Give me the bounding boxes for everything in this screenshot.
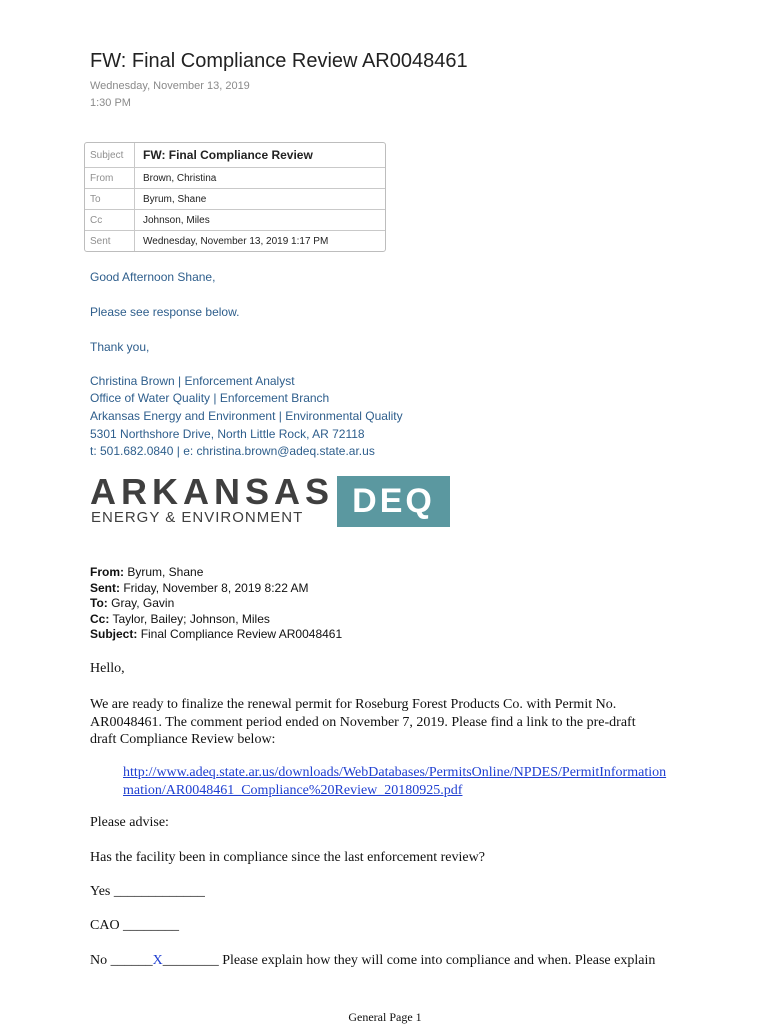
header-row-to bbox=[85, 188, 385, 209]
header-value: Wednesday, November 13, 2019 1:17 PM bbox=[143, 235, 329, 247]
fwd-subject-value: Final Compliance Review AR0048461 bbox=[140, 627, 343, 641]
signature-line: 5301 Northshore Drive, North Little Rock, AR 72118 bbox=[90, 427, 365, 441]
message-hello: Hello, bbox=[90, 661, 125, 676]
fwd-cc bbox=[90, 612, 342, 628]
fwd-cc-value: Taylor, Bailey; Johnson, Miles bbox=[112, 611, 270, 626]
answer-no-suffix: ________ Please explain how they will come into compliance and when. Please explain bbox=[162, 953, 656, 968]
header-row-from bbox=[85, 167, 385, 188]
answer-yes: Yes _____________ bbox=[90, 884, 205, 899]
fwd-subject bbox=[90, 627, 342, 643]
fwd-to-label: To: bbox=[90, 596, 108, 610]
compliance-review-link[interactable] bbox=[123, 764, 666, 799]
arkansas-deq-logo bbox=[90, 472, 452, 528]
fwd-from bbox=[90, 565, 342, 581]
header-label: Sent bbox=[85, 231, 135, 251]
logo-energy-text: ENERGY & ENVIRONMENT bbox=[91, 509, 304, 526]
logo-deq-badge: DEQ bbox=[337, 476, 450, 527]
signature-line: Christina Brown | Enforcement Analyst bbox=[90, 374, 295, 388]
fwd-to-value: Gray, Gavin bbox=[111, 596, 175, 610]
signature-line: Arkansas Energy and Environment | Environmental Quality bbox=[90, 409, 403, 423]
link-line[interactable]: http://www.adeq.state.ar.us/downloads/WebDatabases/PermitsOnline/NPDES/PermitInformation bbox=[123, 765, 667, 780]
header-value: Brown, Christina bbox=[143, 172, 217, 184]
answer-no-mark: X bbox=[152, 953, 163, 968]
header-value: Byrum, Shane bbox=[143, 193, 207, 205]
paragraph-line: draft Compliance Review below: bbox=[90, 732, 276, 747]
fwd-sent-label: Sent: bbox=[90, 580, 120, 595]
reply-greeting: Good Afternoon Shane, bbox=[90, 270, 216, 284]
reply-closing: Thank you, bbox=[90, 340, 150, 354]
header-row-cc bbox=[85, 209, 385, 230]
message-paragraph bbox=[90, 696, 636, 749]
message-advise: Please advise: bbox=[90, 815, 169, 830]
signature-line: t: 501.682.0840 | e: christina.brown@adeq.state.ar.us bbox=[90, 444, 375, 458]
answer-cao: CAO ________ bbox=[90, 918, 180, 933]
fwd-subject-label: Subject: bbox=[90, 627, 138, 641]
header-label: Cc bbox=[85, 210, 135, 230]
fwd-cc-label: Cc: bbox=[90, 611, 110, 626]
header-row-sent bbox=[85, 230, 385, 251]
reply-line: Please see response below. bbox=[90, 305, 240, 319]
answer-no-prefix: No ______ bbox=[90, 953, 153, 968]
fwd-sent-value: Friday, November 8, 2019 8:22 AM bbox=[123, 580, 309, 595]
fwd-sent bbox=[90, 581, 342, 597]
header-label: From bbox=[85, 168, 135, 188]
note-time: 1:30 PM bbox=[90, 97, 131, 109]
email-header-table bbox=[84, 142, 386, 252]
header-value: Johnson, Miles bbox=[143, 214, 210, 226]
header-value: FW: Final Compliance Review bbox=[143, 148, 313, 162]
fwd-from-label: From: bbox=[90, 565, 124, 579]
header-label: To bbox=[85, 189, 135, 209]
answer-no bbox=[90, 953, 655, 969]
message-question: Has the facility been in compliance since the last enforcement review? bbox=[90, 850, 485, 865]
page-title: FW: Final Compliance Review AR0048461 bbox=[90, 50, 468, 72]
header-row-subject bbox=[85, 143, 385, 167]
page-footer: General Page 1 bbox=[348, 1010, 422, 1024]
link-line[interactable]: mation/AR0048461_Compliance%20Review_20180925.pdf bbox=[123, 782, 463, 798]
paragraph-line: We are ready to finalize the renewal permit for Roseburg Forest Products Co. with Permit No. bbox=[90, 697, 617, 712]
fwd-from-value: Byrum, Shane bbox=[127, 565, 204, 579]
header-label: Subject bbox=[85, 143, 135, 167]
forwarded-header bbox=[90, 565, 342, 643]
logo-arkansas-text: ARKANSAS bbox=[90, 471, 335, 512]
fwd-to bbox=[90, 596, 342, 612]
signature-line: Office of Water Quality | Enforcement Branch bbox=[90, 391, 330, 405]
note-date: Wednesday, November 13, 2019 bbox=[90, 80, 250, 92]
paragraph-line: AR0048461. The comment period ended on November 7, 2019. Please find a link to the pre-draft bbox=[90, 714, 636, 730]
